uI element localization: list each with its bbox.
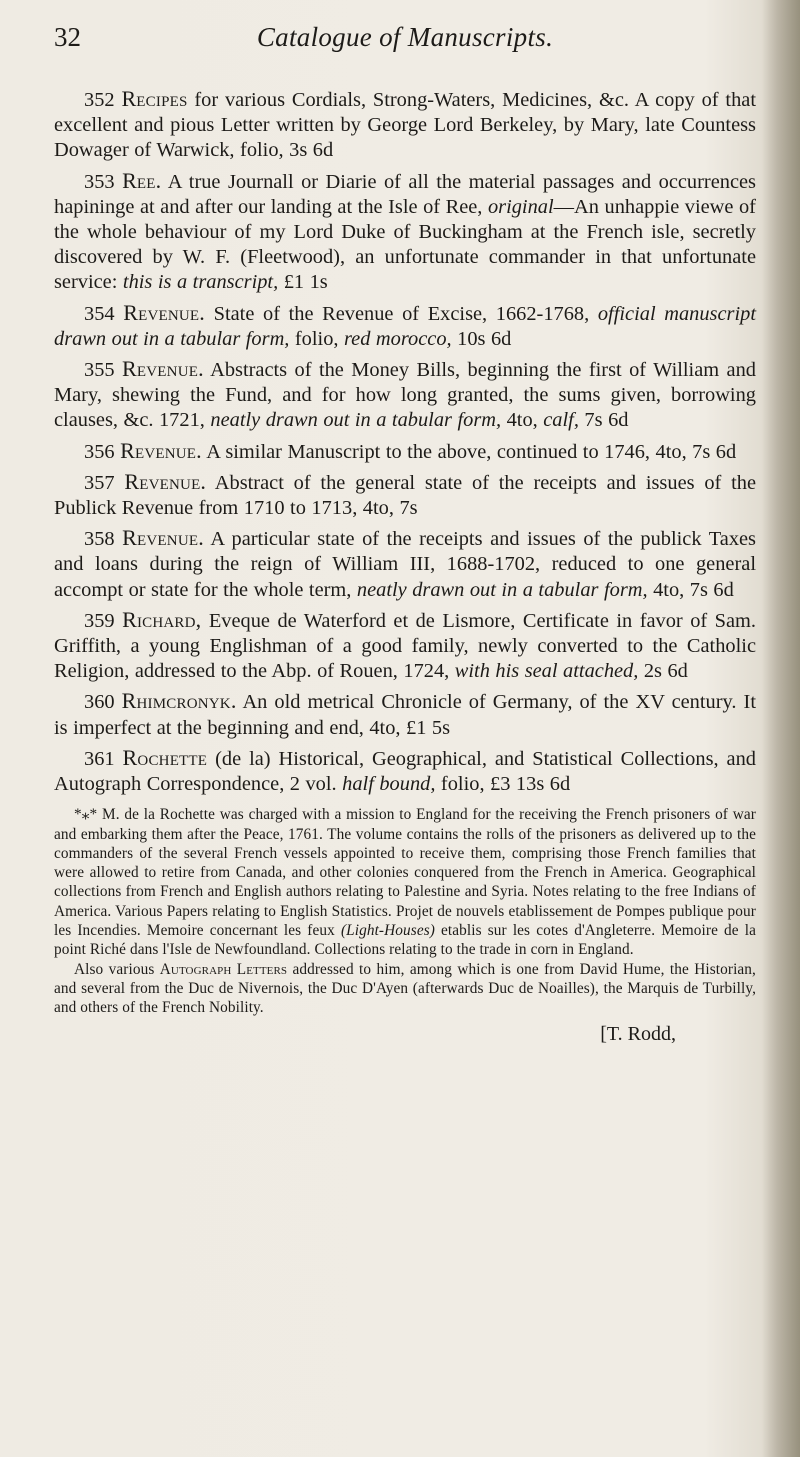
page-content xyxy=(54,22,756,1046)
entry-heading: Rochette xyxy=(122,744,208,770)
entry-heading: Revenue. xyxy=(122,525,204,551)
entry-number: 357 xyxy=(84,471,115,494)
catalogue-note-note2 xyxy=(54,960,756,1018)
catchword: [T. Rodd, xyxy=(600,1022,676,1045)
entry-text: Abstracts of the Money Bills, beginning the first of William and Mary, shewing the Fund, and for how long granted, the sums given, borrowing clauses, &c. 1721, xyxy=(54,359,757,432)
entry-number: 354 xyxy=(84,302,115,325)
entry-number: 353 xyxy=(84,170,115,193)
catalogue-entry-358 xyxy=(54,525,756,603)
entry-italic-text: red morocco, xyxy=(344,327,452,350)
entry-number: 359 xyxy=(84,609,115,632)
entry-text: 10s 6d xyxy=(451,327,512,350)
catalogue-entry-356 xyxy=(54,438,756,465)
entry-heading: Revenue. xyxy=(123,299,205,325)
entry-number: 361 xyxy=(84,747,115,770)
entry-heading: Ree. xyxy=(122,167,162,193)
entry-text: Eveque de Waterford et de Lismore, Certificate in favor of Sam. Griffith, a young Englishman of a good family, newly converted to the Catholic Religion, addressed to the Abp. of Rouen, 1724, xyxy=(54,609,757,683)
entry-heading: Revenue. xyxy=(122,356,204,382)
entry-text: A similar Manuscript to the above, continued to 1746, 4to, 7s 6d xyxy=(201,440,737,463)
entry-italic-text: (Light-Houses) xyxy=(340,922,435,940)
entry-heading: Richard, xyxy=(122,606,202,632)
entry-heading: Recipes xyxy=(121,86,188,111)
catalogue-entry-354 xyxy=(54,300,756,352)
entry-italic-text: calf, xyxy=(543,409,579,432)
catalogue-entry-360 xyxy=(54,688,756,740)
catalogue-entry-352 xyxy=(54,86,756,164)
catalogue-entry-361 xyxy=(54,745,756,797)
entry-italic-text: neatly drawn out in a tabular form, xyxy=(356,578,648,601)
entry-text: Also various xyxy=(74,960,160,978)
entry-text: An old metrical Chronicle of Germany, of the XV century. It is imperfect at the beginning and end, 4to, £1 5s xyxy=(54,691,756,739)
entry-italic-text: this is a transcript, xyxy=(122,271,279,294)
entry-italic-text: official manuscript drawn out in a tabular form, xyxy=(54,302,756,350)
catalogue-entry-355 xyxy=(54,356,756,434)
entry-number: 355 xyxy=(84,359,115,382)
entry-text: 4to, xyxy=(501,409,544,432)
catalogue-notes xyxy=(54,805,756,1017)
catalogue-entry-359 xyxy=(54,607,756,685)
entry-text: £1 1s xyxy=(278,271,328,294)
entry-number: 352 xyxy=(84,89,115,111)
entry-heading: Revenue. xyxy=(124,468,207,494)
entry-text: A true Journall or Diarie of all the material passages and occurrences hapininge at and after our landing at the Isle of Ree, xyxy=(54,170,756,218)
entry-text: State of the Revenue of Excise, 1662-1768, xyxy=(204,302,598,325)
entry-italic-text: half bound, xyxy=(342,773,436,796)
entry-text: A particular state of the receipts and issues of the publick Taxes and loans during the reign of William III, 1688-1702, reduced to one general accompt or state for the whole term, xyxy=(54,528,756,601)
page-header xyxy=(54,22,756,66)
entry-text: etablis sur les cotes d'Angleterre. Memoire de la point Riché dans l'Isle de Newfoundland. Collections relating to the trade in corn in England. xyxy=(54,922,757,959)
catalogue-entries xyxy=(54,86,756,797)
entry-text: for various Cordials, Strong-Waters, Medicines, &c. A copy of that excellent and pious Letter written by George Lord Berkeley, by Mary, late Countess Dowager of Warwick, folio, 3s 6d xyxy=(54,89,756,162)
entry-italic-text: neatly drawn out in a tabular form, xyxy=(210,409,502,432)
page-edge-shadow xyxy=(762,0,800,1457)
entry-number: 356 xyxy=(84,440,115,463)
entry-text: addressed to him, among which is one from David Hume, the Historian, and several from the Duc de Nivernois, the Duc D'Ayen (afterwards Duc de Noailles), the Marquis de Turbilly, and others of the French Nobility. xyxy=(54,960,756,1017)
running-title: Catalogue of Manuscripts. xyxy=(256,22,554,52)
entry-text: —An unhappie viewe of the whole behaviour of my Lord Duke of Buckingham at the French isle, secretly discovered by W. F. (Fleetwood), an unfortunate commander in that unfortunate service: xyxy=(54,195,756,294)
entry-italic-text: with his seal attached, xyxy=(454,660,639,683)
page-number: 32 xyxy=(54,22,81,52)
entry-text: *⁎* M. de la Rochette was charged with a mission to England for the receiving the French prisoners of war and embarking them after the Peace, 1761. The volume contains the rolls of the prisoners as delivered up to the commanders of the several French vessels appointed to receive them, comprising those French families that were allowed to retire from Canada, and other colonies conquered from the French in America. Geographical collections from French and English authors relating to Palestine and Syria. Notes relating to the free Indians of America. Various Papers relating to English Statistics. Projet de nouvels etablissement de Pompes publique pour les Incendies. Memoire concernant les feux xyxy=(54,806,756,940)
entry-text: folio, xyxy=(289,327,344,350)
entry-number: 360 xyxy=(84,691,115,714)
catalogue-note-note1 xyxy=(54,805,756,959)
entry-text: Autograph Letters xyxy=(159,960,288,978)
entry-text: 7s 6d xyxy=(578,409,629,432)
entry-text: 4to, 7s 6d xyxy=(647,578,734,601)
entry-text: Abstract of the general state of the receipts and issues of the Publick Revenue from 1710 to 1713, 4to, 7s xyxy=(54,471,756,520)
entry-text: folio, £3 13s 6d xyxy=(435,773,571,796)
entry-text: 2s 6d xyxy=(638,660,688,683)
entry-heading: Rhimcronyk. xyxy=(121,688,237,714)
catalogue-entry-353 xyxy=(54,168,756,296)
entry-text: (de la) Historical, Geographical, and Statistical Collections, and Autograph Correspondence, 2 vol. xyxy=(54,747,756,796)
entry-heading: Revenue. xyxy=(120,437,202,463)
catalogue-entry-357 xyxy=(54,469,756,521)
entry-italic-text: original xyxy=(487,195,554,218)
entry-number: 358 xyxy=(84,528,115,551)
